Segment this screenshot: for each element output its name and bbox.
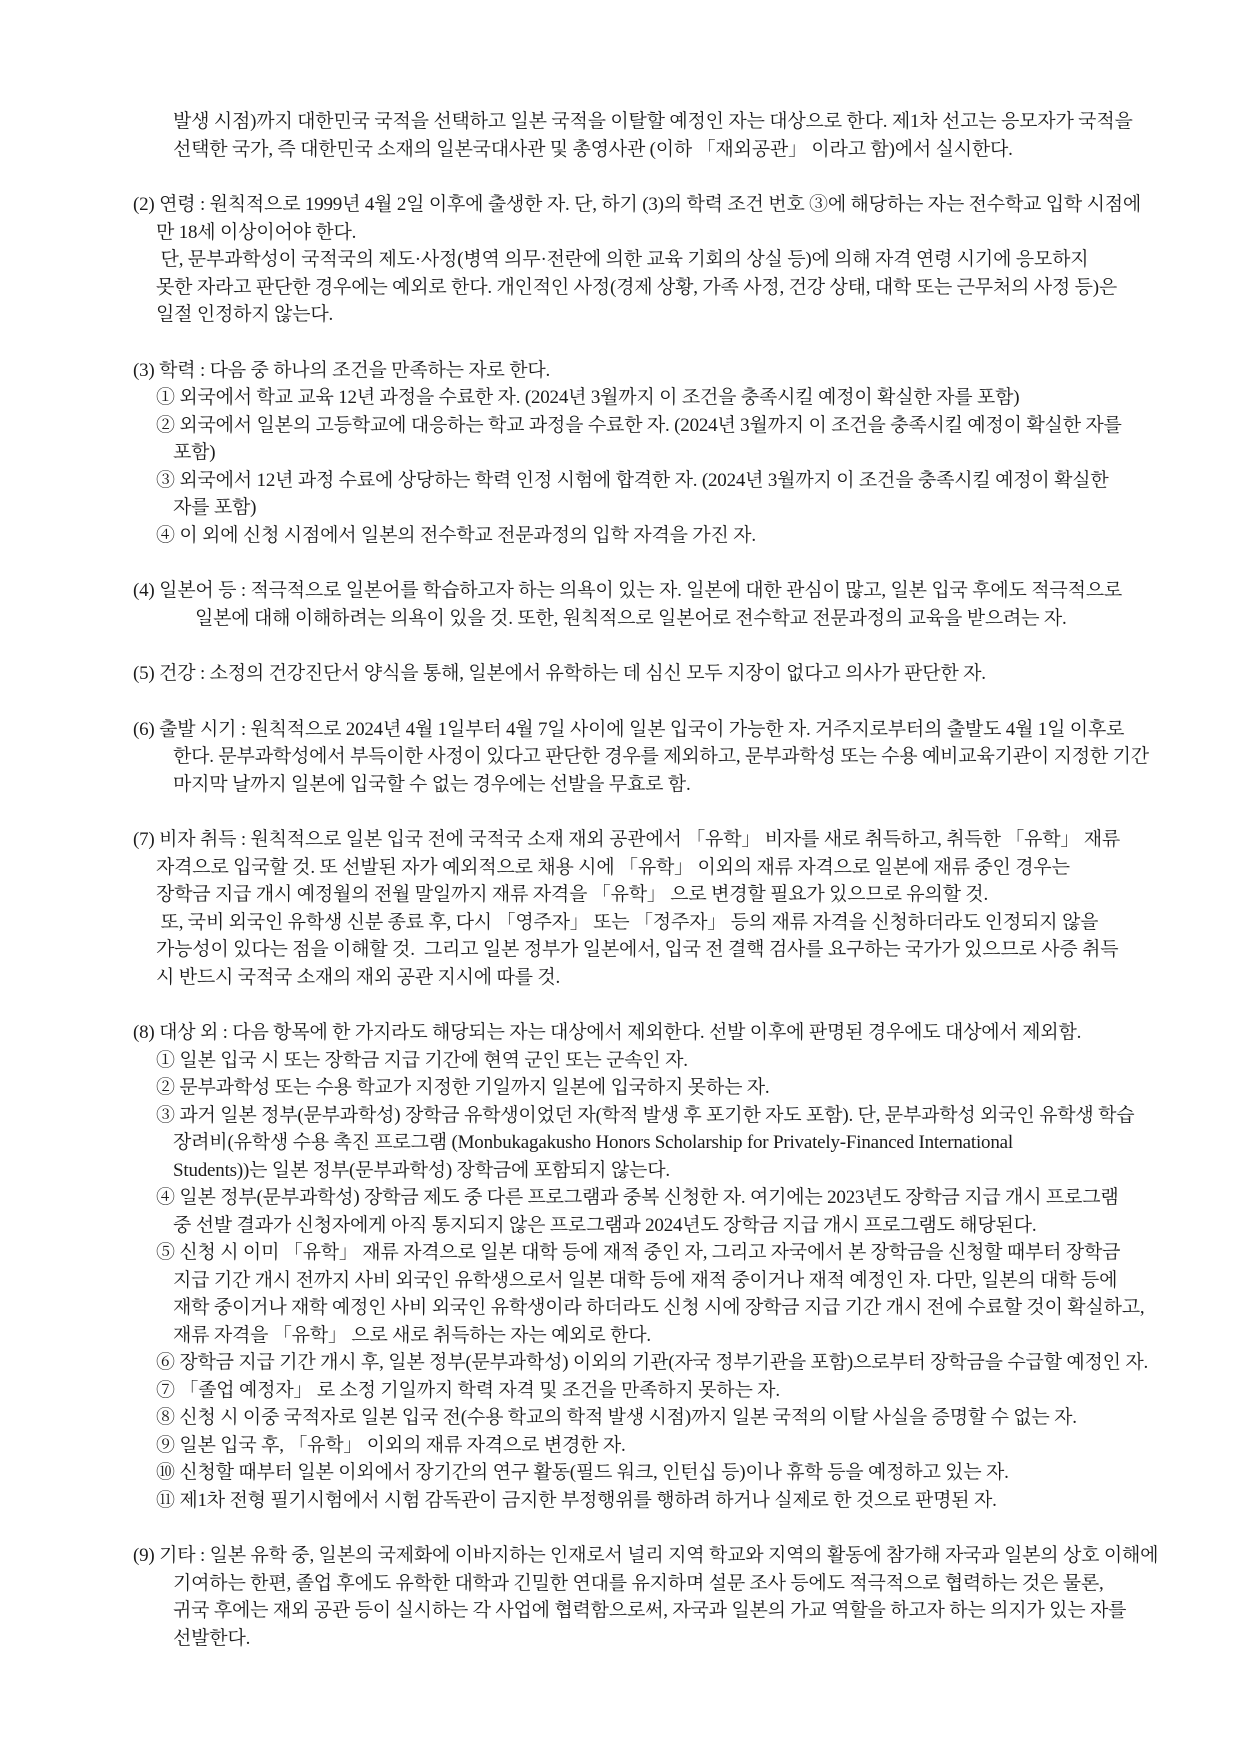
text-line: 만 18세 이상이어야 한다. bbox=[156, 221, 357, 243]
list-item-line: ① 외국에서 학교 교육 12년 과정을 수료한 자. (2024년 3월까지 이 조건을 충족시킬 예정이 확실한 자를 포함) bbox=[156, 387, 1020, 408]
section-2-age bbox=[133, 191, 1201, 329]
text-line: 시 반드시 국적국 소재의 재외 공관 지시에 따를 것. bbox=[156, 966, 561, 988]
section-4-japanese bbox=[133, 577, 1201, 632]
list-item-line: ⑪ 제1차 전형 필기시험에서 시험 감독관이 금지한 부정행위를 행하려 하거나 실제로 한 것으로 판명된 자. bbox=[156, 1489, 997, 1511]
text-line: 마지막 날까지 일본에 입국할 수 없는 경우에는 선발을 무효로 함. bbox=[173, 773, 691, 795]
text-line: 지급 기간 개시 전까지 사비 외국인 유학생으로서 일본 대학 등에 재적 중이거나 재적 예정인 자. 다만, 일본의 대학 등에 bbox=[173, 1269, 1118, 1291]
text-line: 장려비(유학생 수용 촉진 프로그램 (Monbukagakusho Honors Scholarship for Privately-Financed International bbox=[173, 1132, 1013, 1153]
list-item-line: ⑩ 신청할 때부터 일본 이외에서 장기간의 연구 활동(필드 워크, 인턴십 등)이나 휴학 등을 예정하고 있는 자. bbox=[156, 1462, 1009, 1483]
text-line: 선발한다. bbox=[173, 1627, 251, 1649]
section-heading-line: (6) 출발 시기 : 원칙적으로 2024년 4월 1일부터 4월 7일 사이에 일본 입국이 가능한 자. 거주지로부터의 출발도 4월 1일 이후로 bbox=[133, 718, 1125, 740]
list-item-line: ③ 과거 일본 정부(문부과학성) 장학금 유학생이었던 자(학적 발생 후 포기한 자도 포함). 단, 문부과학성 외국인 유학생 학습 bbox=[156, 1104, 1135, 1126]
section-8-exclusions bbox=[133, 1019, 1201, 1514]
list-item-line: ② 문부과학성 또는 수용 학교가 지정한 기일까지 일본에 입국하지 못하는 자. bbox=[156, 1077, 770, 1098]
section-heading-line: (7) 비자 취득 : 원칙적으로 일본 입국 전에 국적국 소재 재외 공관에서 「유학」 비자를 새로 취득하고, 취득한 「유학」 재류 bbox=[133, 829, 1121, 850]
text-line: 귀국 후에는 재외 공관 등이 실시하는 각 사업에 협력함으로써, 자국과 일본의 가교 역할을 하고자 하는 의지가 있는 자를 bbox=[173, 1600, 1127, 1621]
text-line: 단, 문부과학성이 국적국의 제도·사정(병역 의무·전란에 의한 교육 기회의 상실 등)에 의해 자격 연령 시기에 응모하지 bbox=[156, 249, 1089, 270]
section-heading-line: (5) 건강 : 소정의 건강진단서 양식을 통해, 일본에서 유학하는 데 심신 모두 지장이 없다고 의사가 판단한 자. bbox=[133, 663, 986, 684]
section-heading-line: (8) 대상 외 : 다음 항목에 한 가지라도 해당되는 자는 대상에서 제외한다. 선발 이후에 판명된 경우에도 대상에서 제외함. bbox=[133, 1022, 1082, 1043]
list-item-line: ⑦ 「졸업 예정자」 로 소정 기일까지 학력 자격 및 조건을 만족하지 못하는 자. bbox=[156, 1379, 780, 1401]
text-line: 장학금 지급 개시 예정월의 전월 말일까지 재류 자격을 「유학」 으로 변경할 필요가 있으므로 유의할 것. bbox=[156, 884, 989, 905]
section-6-departure bbox=[133, 716, 1201, 799]
list-item-line: ⑥ 장학금 지급 기간 개시 후, 일본 정부(문부과학성) 이외의 기관(자국 정부기관을 포함)으로부터 장학금을 수급할 예정인 자. bbox=[156, 1352, 1149, 1373]
text-line: 발생 시점)까지 대한민국 국적을 선택하고 일본 국적을 이탈할 예정인 자는 대상으로 한다. 제1차 선고는 응모자가 국적을 bbox=[173, 111, 1133, 132]
list-item-line: ④ 이 외에 신청 시점에서 일본의 전수학교 전문과정의 입학 자격을 가진 자. bbox=[156, 524, 756, 546]
text-line: 자를 포함) bbox=[173, 497, 257, 518]
section-7-visa bbox=[133, 826, 1201, 991]
section-9-other bbox=[133, 1542, 1201, 1652]
text-line: 가능성이 있다는 점을 이해할 것. 그리고 일본 정부가 일본에서, 입국 전 결핵 검사를 요구하는 국가가 있으므로 사증 취득 bbox=[156, 939, 1119, 960]
text-line: 일절 인정하지 않는다. bbox=[156, 304, 334, 325]
text-line: 중 선발 결과가 신청자에게 아직 통지되지 않은 프로그램과 2024년도 장학금 지급 개시 프로그램도 해당된다. bbox=[173, 1214, 1037, 1236]
text-line: 재류 자격을 「유학」 으로 새로 취득하는 자는 예외로 한다. bbox=[173, 1324, 651, 1346]
list-item-line: ① 일본 입국 시 또는 장학금 지급 기간에 현역 군인 또는 군속인 자. bbox=[156, 1049, 688, 1071]
text-line: 재학 중이거나 재학 예정인 사비 외국인 유학생이라 하더라도 신청 시에 장학금 지급 기간 개시 전에 수료할 것이 확실하고, bbox=[173, 1297, 1145, 1318]
section-5-health bbox=[133, 660, 1201, 688]
text-line: 포함) bbox=[173, 442, 216, 463]
section-heading-line: (4) 일본어 등 : 적극적으로 일본어를 학습하고자 하는 의욕이 있는 자. 일본에 대한 관심이 많고, 일본 입국 후에도 적극적으로 bbox=[133, 580, 1123, 601]
section-heading-line: (3) 학력 : 다음 중 하나의 조건을 만족하는 자로 한다. bbox=[133, 359, 551, 381]
text-line: 기여하는 한편, 졸업 후에도 유학한 대학과 긴밀한 연대를 유지하며 설문 조사 등에도 적극적으로 협력하는 것은 물론, bbox=[173, 1572, 1104, 1594]
text-line: 자격으로 입국할 것. 또 선발된 자가 예외적으로 채용 시에 「유학」 이외의 재류 자격으로 일본에 재류 중인 경우는 bbox=[156, 856, 1070, 878]
list-item-line: ③ 외국에서 12년 과정 수료에 상당하는 학력 인정 시험에 합격한 자. (2024년 3월까지 이 조건을 충족시킬 예정이 확실한 bbox=[156, 469, 1109, 491]
text-line: 또, 국비 외국인 유학생 신분 종료 후, 다시 「영주자」 또는 「정주자」 등의 재류 자격을 신청하더라도 인정되지 않을 bbox=[156, 911, 1099, 933]
list-item-line: ④ 일본 정부(문부과학성) 장학금 제도 중 다른 프로그램과 중복 신청한 자. 여기에는 2023년도 장학금 지급 개시 프로그램 bbox=[156, 1187, 1119, 1208]
list-item-line: ⑧ 신청 시 이중 국적자로 일본 입국 전(수용 학교의 학적 발생 시점)까지 일본 국적의 이탈 사실을 증명할 수 없는 자. bbox=[156, 1407, 1077, 1428]
text-line: 선택한 국가, 즉 대한민국 소재의 일본국대사관 및 총영사관 (이하 「재외공관」 이라고 함)에서 실시한다. bbox=[173, 138, 1013, 160]
section-3-education bbox=[133, 357, 1201, 550]
section-heading-line: (2) 연령 : 원칙적으로 1999년 4월 2일 이후에 출생한 자. 단, 하기 (3)의 학력 조건 번호 ③에 해당하는 자는 전수학교 입학 시점에 bbox=[133, 194, 1142, 215]
text-line: Students))는 일본 정부(문부과학성) 장학금에 포함되지 않는다. bbox=[173, 1159, 670, 1181]
list-item-line: ② 외국에서 일본의 고등학교에 대응하는 학교 과정을 수료한 자. (2024년 3월까지 이 조건을 충족시킬 예정이 확실한 자를 bbox=[156, 414, 1122, 436]
text-line: 못한 자라고 판단한 경우에는 예외로 한다. 개인적인 사정(경제 상황, 가족 사정, 건강 상태, 대학 또는 근무처의 사정 등)은 bbox=[156, 276, 1118, 298]
list-item-line: ⑤ 신청 시 이미 「유학」 재류 자격으로 일본 대학 등에 재적 중인 자, 그리고 자국에서 본 장학금을 신청할 때부터 장학금 bbox=[156, 1242, 1121, 1263]
text-line: 일본에 대해 이해하려는 의욕이 있을 것. 또한, 원칙적으로 일본어로 전수학교 전문과정의 교육을 받으려는 자. bbox=[195, 607, 1067, 629]
section-heading-line: (9) 기타 : 일본 유학 중, 일본의 국제화에 이바지하는 인재로서 널리 지역 학교와 지역의 활동에 참가해 자국과 일본의 상호 이해에 bbox=[133, 1545, 1159, 1566]
text-line: 한다. 문부과학성에서 부득이한 사정이 있다고 판단한 경우를 제외하고, 문부과학성 또는 수용 예비교육기관이 지정한 기간 bbox=[173, 746, 1149, 767]
list-item-line: ⑨ 일본 입국 후, 「유학」 이외의 재류 자격으로 변경한 자. bbox=[156, 1434, 626, 1456]
intro-continuation bbox=[133, 108, 1201, 163]
